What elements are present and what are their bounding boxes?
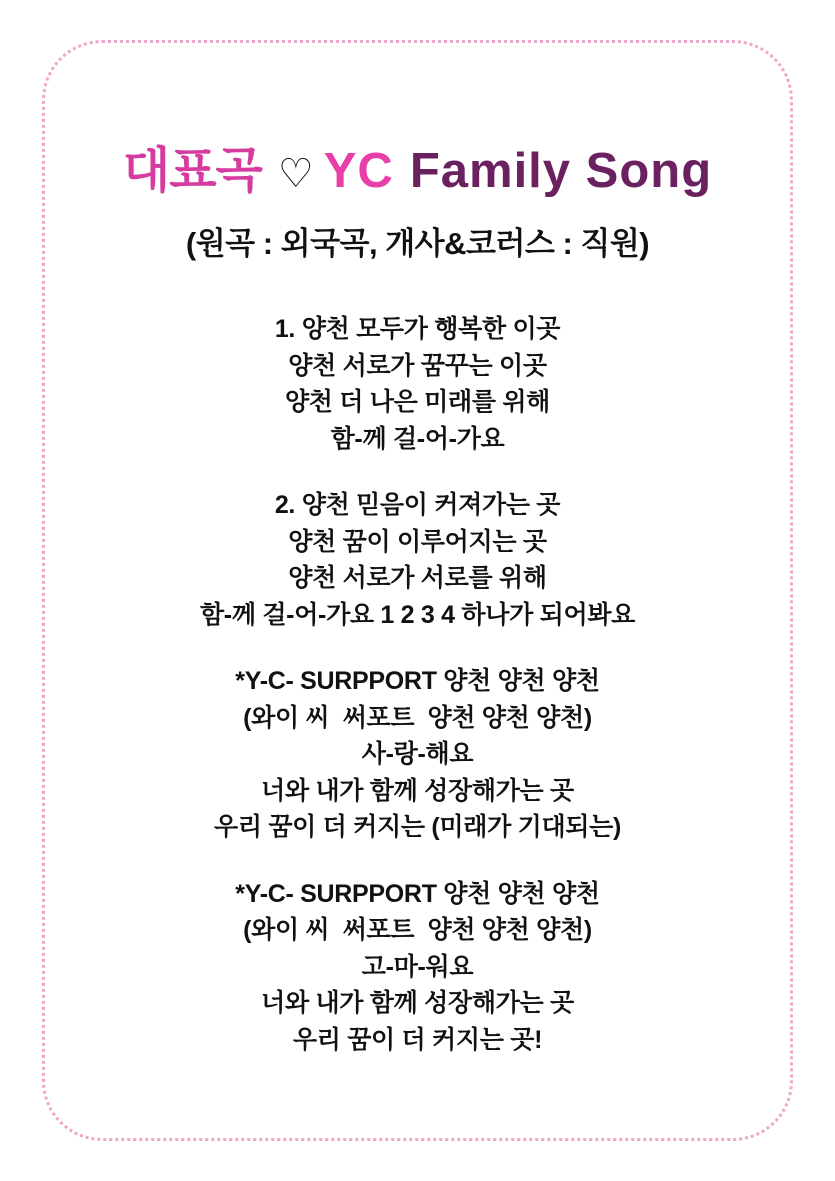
title-korean-label: 대표곡 <box>122 144 262 198</box>
lyric-line: 너와 내가 함께 성장해가는 곳 <box>261 776 574 805</box>
lyric-line: 함-께 걸-어-가요 <box>330 424 505 453</box>
lyric-line: *Y-C- SURPPORT 양천 양천 양천 <box>235 879 600 908</box>
lyric-line: 너와 내가 함께 성장해가는 곳 <box>261 989 574 1017</box>
song-card <box>42 40 793 1141</box>
lyric-line: 사-랑-해요 <box>361 740 474 768</box>
verse-2 <box>75 487 760 633</box>
chorus-1 <box>75 663 760 846</box>
lyrics-body <box>75 311 760 1058</box>
page-title <box>75 144 760 198</box>
lyric-line: 함-께 걸-어-가요 1 2 3 4 하나가 되어봐요 <box>199 600 636 629</box>
lyric-line: 양천 꿈이 이루어지는 곳 <box>288 527 547 556</box>
title-yc: YC <box>323 144 394 198</box>
verse-1 <box>75 311 760 457</box>
chorus-2 <box>75 876 760 1059</box>
lyric-line: (와이 씨 써포트 양천 양천 양천) <box>243 916 592 944</box>
heart-outline-icon: ♡ <box>277 151 314 196</box>
subtitle-credits: (원곡 : 외국곡, 개사&코러스 : 직원) <box>185 226 650 261</box>
lyric-line: 우리 꿈이 더 커지는 곳! <box>292 1025 543 1054</box>
lyric-line: 양천 더 나은 미래를 위해 <box>284 388 551 416</box>
lyric-line: 고-마-워요 <box>361 952 474 981</box>
lyric-line: 우리 꿈이 더 커지는 (미래가 기대되는) <box>213 813 622 841</box>
lyric-line: 양천 서로가 서로를 위해 <box>288 564 547 592</box>
lyric-line: 양천 서로가 꿈꾸는 이곳 <box>288 351 547 380</box>
lyric-line: *Y-C- SURPPORT 양천 양천 양천 <box>235 667 600 695</box>
lyric-line: (와이 씨 써포트 양천 양천 양천) <box>243 703 592 732</box>
lyric-line: 2. 양천 믿음이 커져가는 곳 <box>274 491 561 519</box>
lyric-line: 1. 양천 모두가 행복한 이곳 <box>274 315 561 343</box>
title-family-song: Family Song <box>409 144 713 198</box>
